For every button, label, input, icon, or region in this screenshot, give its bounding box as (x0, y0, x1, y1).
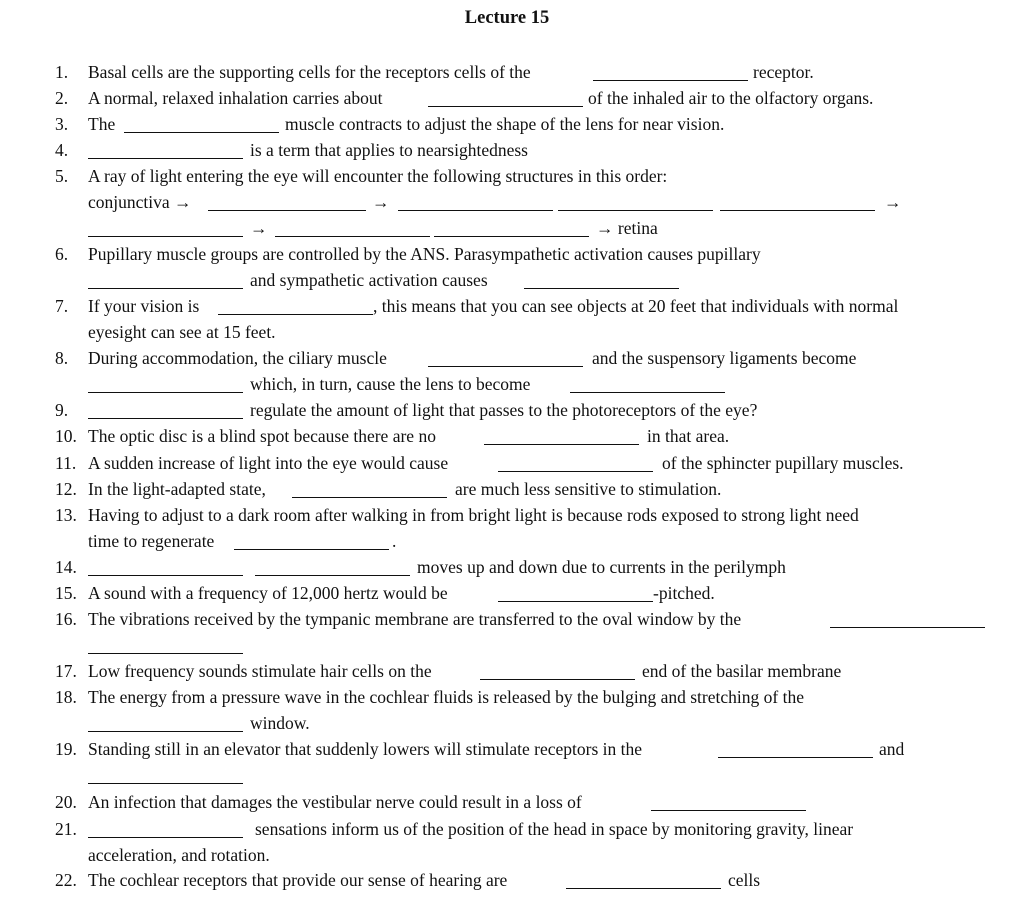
answer-blank[interactable] (208, 210, 366, 211)
question-text: Having to adjust to a dark room after walking in from bright light is because rods exposed to strong light need (88, 505, 859, 525)
question-text: moves up and down due to currents in the perilymph (417, 557, 786, 577)
question-number: 16. (55, 609, 77, 629)
arrow-icon: → (884, 192, 902, 212)
question-number: 6. (55, 244, 69, 264)
question-text: . (392, 531, 397, 551)
question-text: If your vision is (88, 296, 200, 316)
answer-blank[interactable] (720, 210, 875, 211)
question-text: During accommodation, the ciliary muscle (88, 348, 387, 368)
answer-blank[interactable] (718, 757, 873, 758)
question-text: eyesight can see at 15 feet. (88, 322, 276, 342)
question-text: → retina (596, 218, 658, 238)
question-number: 3. (55, 114, 69, 134)
question-text: of the inhaled air to the olfactory organs. (588, 88, 874, 108)
question-text: In the light-adapted state, (88, 479, 266, 499)
answer-blank[interactable] (88, 653, 243, 654)
question-number: 20. (55, 792, 77, 812)
question-text: and (879, 739, 905, 759)
answer-blank[interactable] (498, 601, 653, 602)
question-text: Basal cells are the supporting cells for the receptors cells of the (88, 62, 531, 82)
question-text: cells (728, 870, 761, 890)
question-text: A ray of light entering the eye will encounter the following structures in this order: (88, 166, 668, 186)
question-text: and sympathetic activation causes (250, 270, 488, 290)
answer-blank[interactable] (524, 288, 679, 289)
question-text: , this means that you can see objects at 20 feet that individuals with normal (373, 296, 899, 316)
answer-blank[interactable] (434, 236, 589, 237)
question-text: and the suspensory ligaments become (592, 348, 857, 368)
question-text: -pitched. (653, 583, 715, 603)
question-text: The vibrations received by the tympanic membrane are transferred to the oval window by the (88, 609, 742, 629)
question-text: The (88, 114, 116, 134)
question-number: 9. (55, 400, 69, 420)
question-number: 15. (55, 583, 77, 603)
question-text: An infection that damages the vestibular nerve could result in a loss of (88, 792, 582, 812)
question-text: window. (250, 713, 310, 733)
question-number: 18. (55, 687, 77, 707)
answer-blank[interactable] (88, 731, 243, 732)
question-text: A normal, relaxed inhalation carries about (88, 88, 383, 108)
question-number: 19. (55, 739, 77, 759)
answer-blank[interactable] (88, 783, 243, 784)
answer-blank[interactable] (398, 210, 553, 211)
answer-blank[interactable] (88, 288, 243, 289)
question-text: sensations inform us of the position of the head in space by monitoring gravity, linear (255, 819, 854, 839)
answer-blank[interactable] (593, 80, 748, 81)
answer-blank[interactable] (218, 314, 373, 315)
answer-blank[interactable] (566, 888, 721, 889)
answer-blank[interactable] (480, 679, 635, 680)
question-text: conjunctiva → (88, 192, 192, 212)
question-number: 5. (55, 166, 69, 186)
question-number: 17. (55, 661, 77, 681)
page-title: Lecture 15 (464, 8, 550, 28)
answer-blank[interactable] (830, 627, 985, 628)
question-text: muscle contracts to adjust the shape of the lens for near vision. (285, 114, 725, 134)
question-number: 21. (55, 819, 77, 839)
question-text: acceleration, and rotation. (88, 845, 270, 865)
arrow-icon: → (372, 192, 390, 212)
question-number: 4. (55, 140, 69, 160)
answer-blank[interactable] (88, 392, 243, 393)
question-text: Pupillary muscle groups are controlled by the ANS. Parasympathetic activation causes pupillary (88, 244, 761, 264)
question-text: The optic disc is a blind spot because there are no (88, 426, 436, 446)
question-text: A sound with a frequency of 12,000 hertz would be (88, 583, 448, 603)
question-number: 12. (55, 479, 77, 499)
question-number: 13. (55, 505, 77, 525)
answer-blank[interactable] (255, 575, 410, 576)
question-text: Low frequency sounds stimulate hair cells on the (88, 661, 432, 681)
answer-blank[interactable] (558, 210, 713, 211)
question-text: The energy from a pressure wave in the cochlear fluids is released by the bulging and stretching of the (88, 687, 804, 707)
question-text: A sudden increase of light into the eye would cause (88, 453, 449, 473)
question-text: which, in turn, cause the lens to become (250, 374, 531, 394)
question-number: 14. (55, 557, 77, 577)
question-text: in that area. (647, 426, 730, 446)
question-number: 2. (55, 88, 69, 108)
answer-blank[interactable] (292, 497, 447, 498)
question-number: 10. (55, 426, 77, 446)
question-text: end of the basilar membrane (642, 661, 842, 681)
question-text: Standing still in an elevator that suddenly lowers will stimulate receptors in the (88, 739, 643, 759)
question-text: regulate the amount of light that passes to the photoreceptors of the eye? (250, 400, 758, 420)
answer-blank[interactable] (428, 106, 583, 107)
answer-blank[interactable] (88, 158, 243, 159)
question-text: The cochlear receptors that provide our sense of hearing are (88, 870, 508, 890)
answer-blank[interactable] (570, 392, 725, 393)
answer-blank[interactable] (234, 549, 389, 550)
question-number: 1. (55, 62, 69, 82)
question-number: 22. (55, 870, 77, 890)
question-number: 11. (55, 453, 77, 473)
answer-blank[interactable] (498, 471, 653, 472)
answer-blank[interactable] (88, 575, 243, 576)
arrow-icon: → (250, 218, 268, 238)
question-number: 8. (55, 348, 69, 368)
answer-blank[interactable] (428, 366, 583, 367)
question-text: is a term that applies to nearsightedness (250, 140, 528, 160)
question-text: are much less sensitive to stimulation. (455, 479, 722, 499)
answer-blank[interactable] (88, 418, 243, 419)
question-text: time to regenerate (88, 531, 215, 551)
answer-blank[interactable] (484, 444, 639, 445)
question-number: 7. (55, 296, 69, 316)
answer-blank[interactable] (651, 810, 806, 811)
answer-blank[interactable] (275, 236, 430, 237)
answer-blank[interactable] (88, 236, 243, 237)
answer-blank[interactable] (88, 837, 243, 838)
question-text: of the sphincter pupillary muscles. (662, 453, 904, 473)
answer-blank[interactable] (124, 132, 279, 133)
question-text: receptor. (753, 62, 814, 82)
